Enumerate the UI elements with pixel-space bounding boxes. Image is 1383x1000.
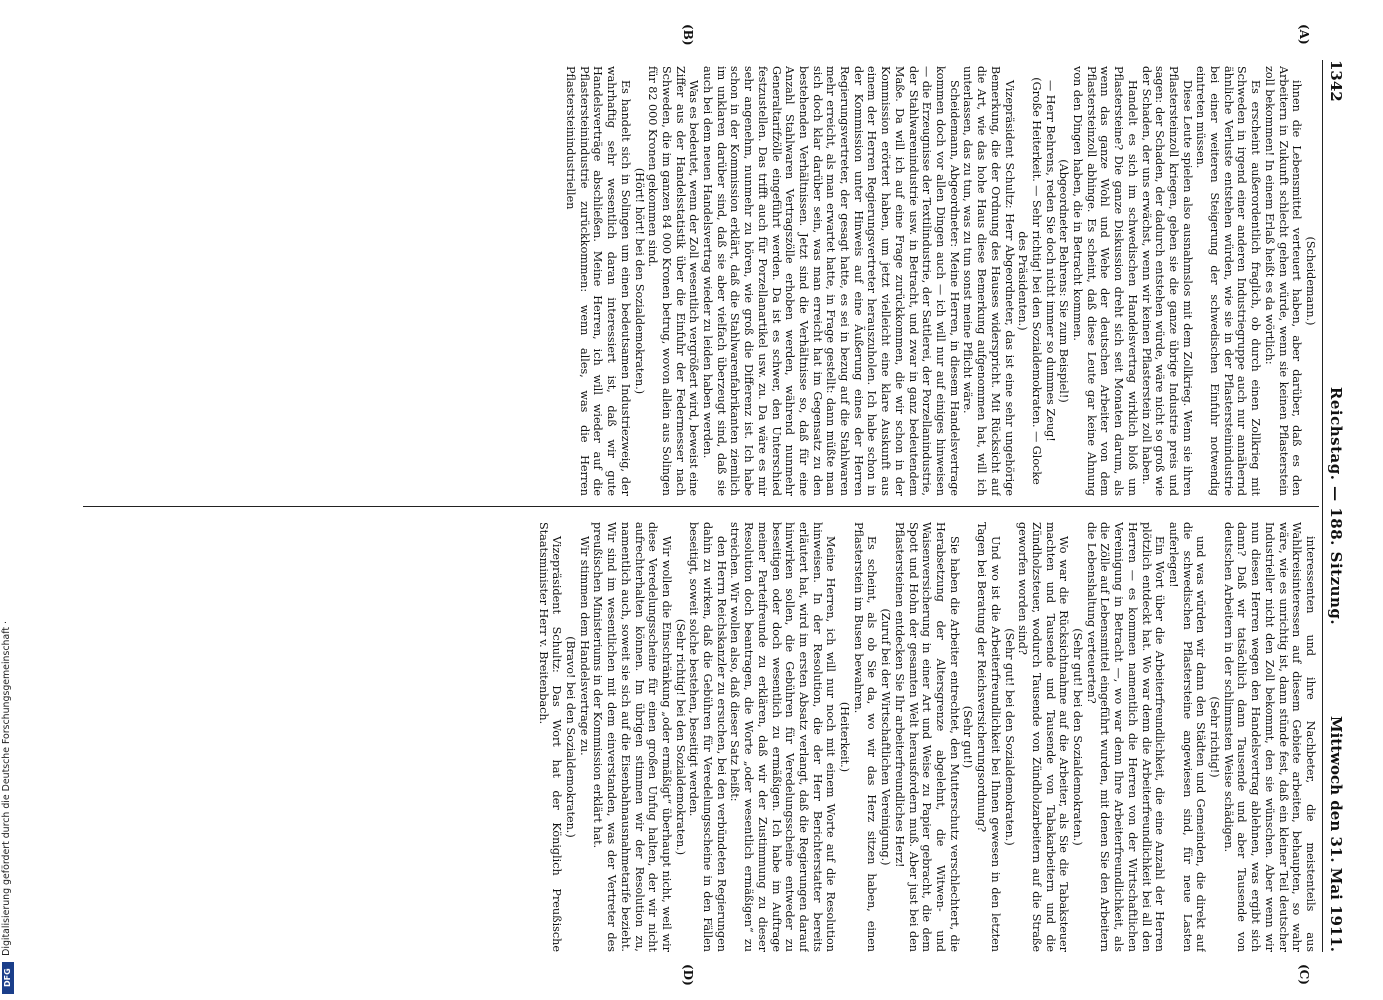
paragraph: Diese Leute spielen also ausnahmslos mit dem Zollkrieg. Wenn sie ihren Pflastersteinzoll kriegen, geben sie die ganze übrige Industrie preis und sagen: der Schaden, der dadurch entstehen würde, wäre nicht so groß wie der Schaden, der uns erwächst, wenn wir keinen Pflasterstein zoll haben. xyxy=(1139,66,1194,496)
running-title: Reichstag. — 188. Sitzung. xyxy=(1327,386,1345,626)
paragraph: Wir stimmen dem Handelsvertrage zu. xyxy=(577,536,591,756)
digitization-credit xyxy=(0,0,16,1000)
paragraph: interessenten und ihre Nachbeter, die meistenteils aus Wahlkreisinteressen auf diesem Gebiete arbeiten, behaupten, so wahr wäre, wie es unrichtig ist, dann stünde fest, daß ein kleiner Teil deutscher Industrieller nicht den Zoll bekommt, den sie wünschen. Aber wenn wir nun diesen Herren wegen den Handelsvertrag ablehnen, was ergibt sich dann? Daß wir tatsächlich dann Tausende und aber Tausende von deutschen Arbeitern in der schlimmsten Weise schädigen. xyxy=(1221,522,1317,952)
paragraph: Es handelt sich in Solingen um einen bedeutsamen Industriezweig, der wahrhaftig sehr wesentlich daran interessiert ist, daß wir gute Handelsverträge abschließen. Meine Herren, ich will wieder auf die Pflastersteinindustrie zurückkommen: wenn alles, was die Herren Pflastersteinindustriellen xyxy=(564,66,632,496)
margin-mark-a: (A) xyxy=(1297,24,1311,45)
session-date: Mittwoch den 31. Mai 1911. xyxy=(1327,715,1345,952)
paragraph: Vizepräsident Schultz: Herr Abgeordneter, das ist eine sehr ungehörige Bemerkung, die der Ordnung des Hauses widerspricht. Mit Rücksicht auf die Art, wie das hohe Haus diese Bemerkung aufgenommen hat, will ich unterlassen, das zu tun, was zu tun sonst meine Pflicht wäre. xyxy=(961,66,1016,496)
paragraph: Was es bedeutet, wenn der Zoll wesentlich vergrößert wird, beweist eine Ziffer aus der Handelsstatistik über die Einfuhr der Federmesser nach Schweden, die im ganzen 84 000 Kronen betrug, wovon allein aus Solingen für 82 000 Kronen gekommen sind. xyxy=(646,66,701,496)
paragraph: (Bravo! bei den Sozialdemokraten.) xyxy=(564,636,578,838)
paragraph: (Scheidemann.) xyxy=(1304,236,1317,326)
paragraph: den Herrn Reichskanzler zu ersuchen, bei den verbündeten Regierungen dahin zu wirken, daß die Gebühren für Veredelungsscheine in den Fällen beseitigt, soweit solche bestehen, beseitigt werden. xyxy=(687,522,728,952)
paragraph: Und wo ist die Arbeiterfreundlichkeit bei Ihnen gewesen in den letzten Tagen bei Beratung der Reichsversicherungsordnung? xyxy=(975,522,1002,952)
paragraph: Wir wollen die Einschränkung „oder ermäßigt“ überhaupt nicht, weil wir diese Veredelungsscheine für einen großen Unfug halten, der wir nicht aufrechterhalten können. Im übrigen stimmen wir der Resolution zu, namentlich auch, soweit sie sich auf die Eisenbahnausnahmetarife bezieht. Wir sind im wesentlichen mit dem einverstanden, was der Vertreter des preußischen Ministeriums in der Kommission erklärt hat. xyxy=(591,522,673,952)
paragraph: — Herr Behrens, reden Sie doch nicht immer so dummes Zeug! xyxy=(1043,80,1057,442)
paragraph: Sie haben die Arbeiter entrechtet, den Mutterschutz verschlechtert, die Herabsetzung der Altersgrenze abgelehnt, die Witwen- und Waisenversicherung in einer Art und Weise zu Papier gebracht, die dem Spott und Hohn der gesamten Welt herausfordern muß. Aber just bei den Pflastersteinen entdecken Sie Ihr arbeiterfreundliches Herz! xyxy=(892,522,961,952)
paragraph: Es erscheint außerordentlich fraglich, ob durch einen Zollkrieg mit Schweden in irgend einer anderen Industriegruppe auch nur annähernd ähnliche Verluste entstehen würden, wie sie in der Pflastersteinindustrie bei einer weiteren Steigerung der schwedischen Einfuhr notwendig eintreten müssen. xyxy=(1194,66,1263,496)
paragraph: (Sehr gut! bei den Sozialdemokraten.) xyxy=(1071,628,1085,846)
paragraph: Es scheint, als ob Sie da, wo wir das Herz sitzen haben, einen Pflasterstein im Busen bewahren. xyxy=(851,522,879,952)
paragraph: Meine Herren, ich will nur noch mit einem Worte auf die Resolution hinweisen. In der Resolution, die der Herr Berichterstatter bereits erläutert hat, wird im ersten Absatz verlangt, daß die Regierungen darauf hinwirken sollen, die Gebühren für Veredelungsscheine entweder zu beseitigen oder doch wesentlich zu ermäßigen. Ich habe im Auftrage meiner Parteifreunde zu erklären, daß wir der Zustimmung zu dieser Resolution doch beantragen, die Worte „oder wesentlich ermäßigen“ zu streichen. Wir wollen also, daß dieser Satz heißt: xyxy=(728,522,838,952)
paragraph: Ein Wort über die Arbeiterfreundlichkeit, die eine Anzahl der Herren plötzlich entdeckt hat. Wo war denn die Arbeiterfreundlichkeit bei all den Herren — es kommen namentlich die Herren von der Wirtschaftlichen Vereinigung in Betracht —, wo war denn Ihre Arbeiterfreundlichkeit, als die Zölle auf Lebensmittel eingeführt wurden, mit denen Sie den Arbeitern die Lebenshaltung verteuerten? xyxy=(1084,522,1167,952)
margin-mark-c: (C) xyxy=(1297,964,1311,985)
dfg-logo: DFG xyxy=(2,962,14,994)
paragraph: Scheidemann, Abgeordneter: Meine Herren, in diesem Handelsvertrage kommen doch vor allen Dingen auch — ich will nur auf einiges hinweisen — die Erzeugnisse der Textilindustrie, der Sattlerei, der Porzellanindustrie, der Stahlwarenindustrie usw. in Betracht, und zwar in ganz bedeutendem Maße. Da will ich auf eine Frage zurückkommen, die wir schon in der Kommission erörtert haben, um jetzt vielleicht eine klare Auskunft aus einem der Herren Regierungsvertreter herauszuholen. Ich habe schon in der Kommission unter Hinweis auf eine Äußerung eines der Herren Regierungsvertreter, der gesagt hatte, es sei in bezug auf die Stahlwaren mehr erreicht, als man erwartet hatte, in Frage gestellt: dann müßte man sich doch klar darüber sein, was man erreicht hat im Gegensatz zu den bestehenden Verhältnissen. Jetzt sind die Verhältnisse so, daß für eine Anzahl Stahlwaren Vertragszölle erhoben werden, während nunmehr Generaltarifzölle eingeführt werden. Da ist es schwer, den Unterschied festzustellen. Das trifft auch für Porzellanartikel usw. zu. Da wäre es mir sehr angenehm, nunmehr zu hören, wie groß die Differenz ist. Ich habe schon in der Kommission erklärt, daß die Stahlwarenfabrikanten ziemlich im unklaren darüber sind, daß sie aber vielfach überzeugt sind, daß sie auch bei dem neuen Handelsvertrag wieder zu leiden haben werden. xyxy=(701,66,961,496)
margin-mark-b: (B) xyxy=(681,24,695,46)
left-text-column xyxy=(77,66,1317,496)
page-header xyxy=(1325,60,1365,952)
paragraph: und was würden wir dann den Städten und Gemeinden, die direkt auf die schwedischen Pflastersteine angewiesen sind, für neue Lasten auferlegen! xyxy=(1166,522,1208,952)
paragraph: ihnen die Lebensmittel verteuert haben, aber darüber, daß es den Arbeitern in Zukunft schlecht gehen würde, wenn sie keinen Pflasterstein zoll bekommen! In einem Erlaß heißt es da wörtlich: xyxy=(1262,66,1304,496)
paragraph: Handelt es sich im schwedischen Handelsvertrag wirklich bloß um Pflastersteine? Die ganze Diskussion dreht sich seit Monaten darum, als wenn das ganze Wohl und Wehe der deutschen Arbeiter von dem Pflastersteinzoll abhinge. Es scheint, daß diese Leute gar keine Ahnung von den Dingen haben, die in Betracht kommen. xyxy=(1071,66,1139,496)
paragraph: (Große Heiterkeit. — Sehr richtig! bei den Sozialdemokraten. — Glocke des Präsidenten.) xyxy=(1016,77,1043,485)
paragraph: (Hört! hört! bei den Sozialdemokraten.) xyxy=(632,167,646,395)
paragraph: (Sehr gut!) xyxy=(961,705,975,769)
page-number: 1342 xyxy=(1327,60,1345,102)
right-text-column xyxy=(77,522,1317,952)
header-rule xyxy=(1322,60,1323,952)
paragraph: (Abgeordneter Behrens: Sie zum Beispiel!) xyxy=(1057,159,1071,403)
paragraph: (Sehr gut! bei den Sozialdemokraten.) xyxy=(1002,628,1016,846)
paragraph: Wo war die Rücksichtnahme auf die Arbeiter, als Sie die Tabaksteuer machten und Tausende und Tausende von Tabakarbeitern und die Zündholzsteuer, wodurch Tausende von Zündholzarbeitern auf die Straße geworfen worden sind? xyxy=(1016,522,1071,952)
paragraph: (Sehr richtig!) xyxy=(1208,696,1222,778)
margin-mark-d: (D) xyxy=(681,964,695,986)
paragraph: (Sehr richtig! bei den Sozialdemokraten.) xyxy=(673,618,687,856)
paragraph: (Zuruf bei der Wirtschaftlichen Vereinigung.) xyxy=(879,608,893,866)
column-divider xyxy=(83,506,1319,507)
paragraph: Vizepräsident Schultz: Das Wort hat der Königlich Preußische Staatsminister Herr v. Breitenbach. xyxy=(536,522,564,952)
credit-text: Digitalisierung gefördert durch die Deutsche Forschungsgemeinschaft · xyxy=(1,621,12,956)
paragraph: (Heiterkeit.) xyxy=(838,701,852,773)
